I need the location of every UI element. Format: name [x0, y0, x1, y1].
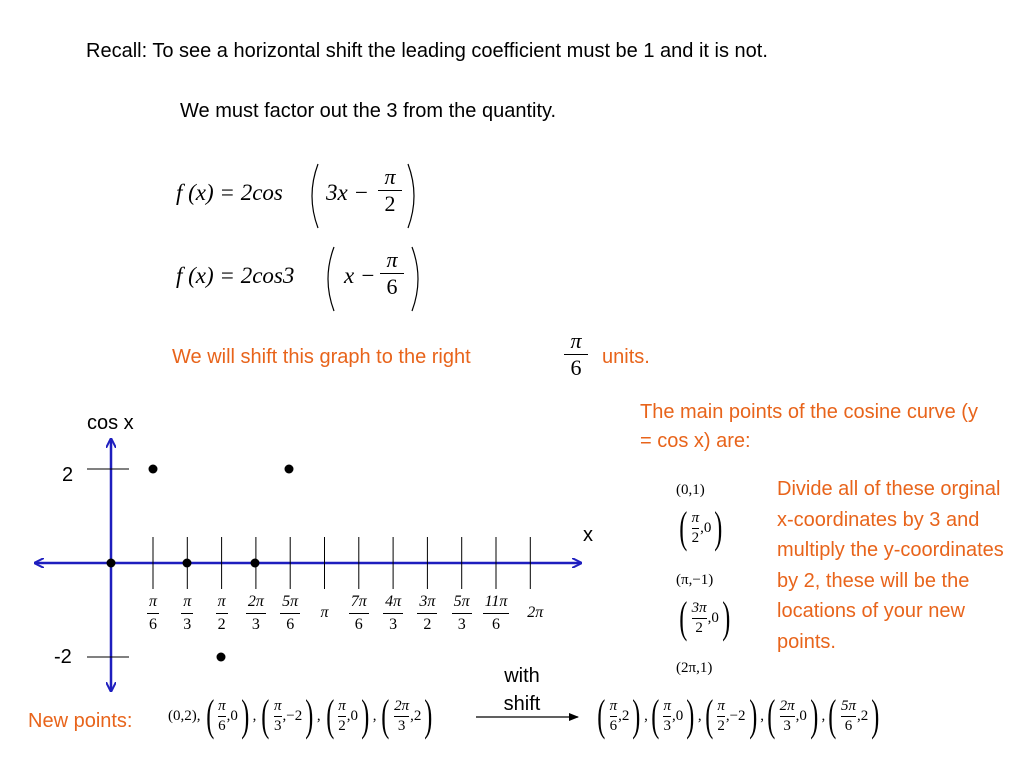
- shift-den: 6: [570, 355, 582, 380]
- with-shift-text: with shift: [503, 665, 541, 715]
- new-point: (0,2),: [168, 707, 201, 724]
- separator-comma: ,: [697, 707, 702, 724]
- factor-text: We must factor out the 3 from the quantity.: [180, 100, 557, 122]
- main-point: (π,−1): [676, 572, 714, 588]
- x-tick-label: 11π 6: [484, 593, 508, 633]
- main-point: ( π 2 ,0 ): [679, 503, 723, 552]
- data-point: [285, 465, 294, 474]
- eq1-den: 2: [384, 191, 396, 216]
- shift-num: π: [570, 328, 582, 353]
- new-points-label: New points:: [28, 710, 133, 732]
- data-point: [107, 559, 116, 568]
- separator-comma: ,: [644, 707, 648, 724]
- eq2-fraction: [380, 249, 404, 298]
- main-point: (0,1): [676, 482, 705, 498]
- new-points: [168, 691, 436, 740]
- eq1-num: π: [384, 164, 396, 189]
- shifted-point: ( π 3 ,0 ): [651, 691, 695, 740]
- x-axis-label: x: [583, 524, 593, 546]
- new-point: ( π 3 ,−2 ): [261, 691, 314, 740]
- x-tick-label: 2π: [527, 604, 544, 621]
- new-point: ( 2π 3 ,2 ): [381, 691, 433, 740]
- y-axis-label: cos x: [87, 412, 134, 434]
- eq2-den: 6: [386, 274, 398, 299]
- data-point: [183, 559, 192, 568]
- x-tick-label: 2π 3: [247, 593, 264, 633]
- data-point: [217, 653, 226, 662]
- main-points-text: The main points of the cosine curve (y = cos x) are:: [640, 401, 978, 452]
- separator-comma: ,: [821, 707, 826, 724]
- x-tick-label: π 3: [183, 593, 192, 633]
- shift-text-before: We will shift this graph to the right: [172, 346, 471, 368]
- new-point: ( π 2 ,0 ): [325, 691, 370, 740]
- eq1-lhs: f (x) = 2cos: [176, 180, 283, 205]
- shifted-point: ( 5π 6 ,2 ): [828, 691, 880, 740]
- new-point: ( π 6 ,0 ): [205, 691, 250, 740]
- x-tick-label: π 2: [217, 593, 226, 633]
- eq2-lhs: f (x) = 2cos3: [176, 263, 295, 288]
- shift-fraction: [564, 330, 588, 379]
- y-tick-bottom: -2: [54, 646, 72, 668]
- y-tick-top: 2: [62, 464, 74, 486]
- separator-comma: ,: [760, 707, 764, 724]
- main-point: ( 3π 2 ,0 ): [679, 593, 731, 642]
- recall-text: Recall: To see a horizontal shift the leading coefficient must be 1 and it is not.: [86, 40, 768, 62]
- separator-comma: ,: [372, 707, 377, 724]
- eq1-inner: 3x −: [326, 180, 369, 205]
- shifted-point: ( π 6 ,2 ): [597, 691, 641, 740]
- data-point: [149, 465, 158, 474]
- shift-arrow: [476, 707, 586, 727]
- x-tick-label: 5π 6: [282, 593, 299, 633]
- x-tick-label: π: [320, 604, 329, 621]
- equation-2: [176, 243, 426, 315]
- shift-text-after: units.: [602, 346, 650, 368]
- x-tick-label: π 6: [148, 593, 157, 633]
- main-point: (2π,1): [676, 660, 713, 676]
- shifted-point: ( 2π 3 ,0 ): [767, 691, 819, 740]
- x-tick-label: 5π 3: [453, 593, 470, 633]
- x-tick-label: 7π 6: [350, 593, 367, 633]
- equation-1: [176, 160, 426, 232]
- eq2-num: π: [386, 247, 398, 272]
- separator-comma: ,: [252, 707, 257, 724]
- x-tick-label: 3π 2: [419, 593, 436, 633]
- shifted-point: ( π 2 ,−2 ): [704, 691, 757, 740]
- eq1-fraction: [378, 166, 402, 215]
- shifted-points: [594, 691, 883, 740]
- x-tick-label: 4π 3: [385, 593, 402, 633]
- eq2-inner: x −: [344, 263, 376, 288]
- data-point: [251, 559, 260, 568]
- divide-text: Divide all of these orginal x-coordinates by 3 and multiply the y-coordinates by 2, these will be the locations of your new points.: [777, 478, 1004, 653]
- separator-comma: ,: [316, 707, 321, 724]
